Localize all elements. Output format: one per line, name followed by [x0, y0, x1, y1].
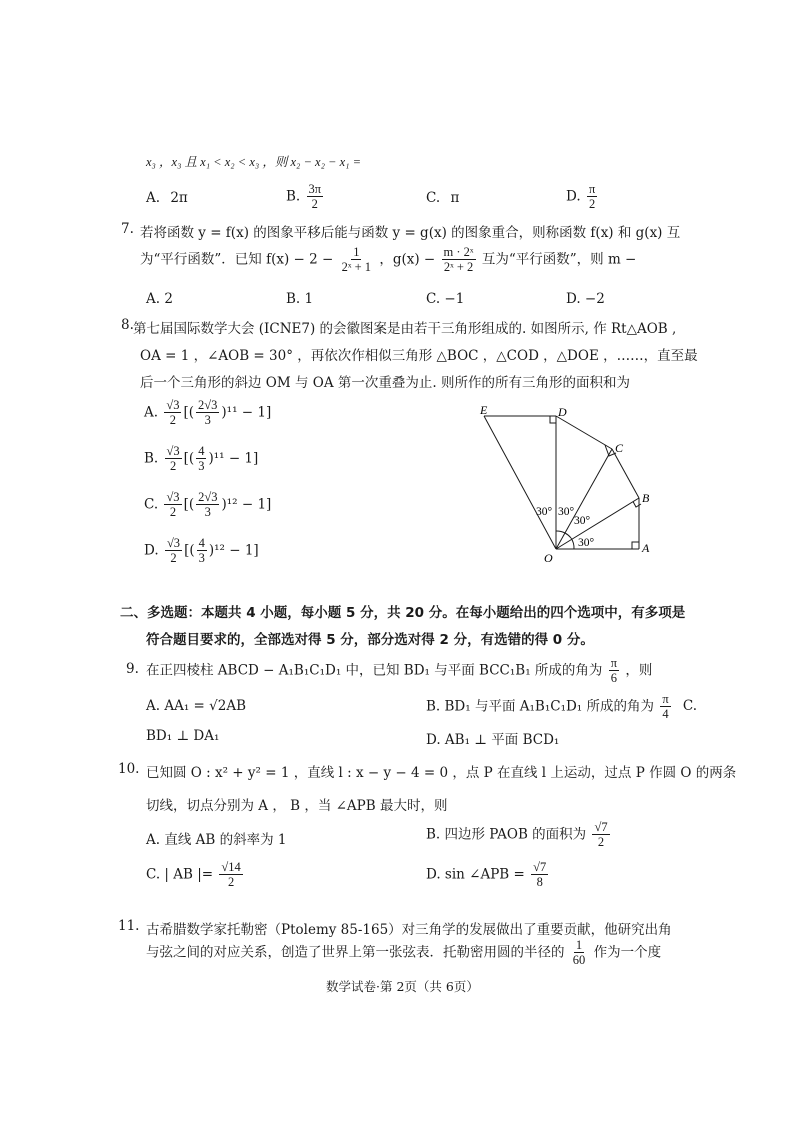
q7-option-c: C. −1 [426, 291, 465, 307]
segment-cd [556, 416, 612, 449]
q6-option-d [566, 182, 599, 212]
q10-option-c [146, 860, 245, 890]
fraction-denominator: 2 [170, 551, 177, 566]
q8-figure [470, 402, 690, 567]
q10-option-b-fraction [592, 820, 609, 850]
option-fraction [165, 536, 182, 566]
q11-fraction [571, 938, 588, 968]
fraction-denominator: 6 [610, 671, 617, 686]
option-label: D. [566, 188, 581, 205]
q8-option-d [144, 536, 259, 566]
fraction-denominator: 2ˣ + 2 [443, 260, 474, 275]
q7-line2 [140, 245, 636, 275]
fraction-numerator: 4 [198, 444, 205, 458]
q8-line2: OA = 1 ，∠AOB = 30° ，再依次作相似三角形 △BOC ，△COD ，△DOE ，……，直至最 [140, 348, 698, 364]
fraction-numerator: √7 [533, 860, 547, 874]
option-tail: )¹² − 1] [208, 542, 259, 559]
segment-oc [556, 449, 612, 549]
q8-line3: 后一个三角形的斜边 OM 与 OA 第一次重叠为止. 则所作的所有三角形的面积和为 [140, 375, 630, 391]
q11-number: 11. [118, 918, 140, 934]
fraction-numerator: √3 [166, 444, 180, 458]
fraction-denominator: 3 [198, 459, 205, 474]
right-angle-d [550, 416, 556, 423]
q10-option-c-text: C. | AB |= [146, 866, 214, 883]
q10-number: 10. [118, 761, 140, 777]
segment-bc [612, 449, 639, 498]
option-expr: [( [183, 404, 195, 421]
fraction-denominator: 3 [198, 551, 205, 566]
fraction-numerator: 1 [353, 245, 360, 259]
section2-heading-line2: 符合题目要求的，全部选对得 5 分，部分选对得 2 分，有选错的得 0 分。 [146, 632, 594, 648]
fraction-numerator: 2√3 [198, 490, 218, 504]
q9-option-a: A. AA₁ = √2AB [146, 698, 246, 714]
label-o: O [544, 551, 553, 565]
option-expr: [( [183, 450, 195, 467]
fraction-denominator: 2 [169, 505, 177, 520]
label-b: B [642, 491, 650, 505]
q7-fraction-2 [442, 245, 476, 275]
q8-option-c [144, 490, 271, 520]
q9-text-a: 在正四棱柱 ABCD − A₁B₁C₁D₁ 中，已知 BD₁ 与平面 BCC₁B₁ 所成的角为 [146, 662, 603, 679]
option-label: B. [144, 450, 159, 467]
q6-tail: x₃ ，x₃ 且 x₁ < x₂ < x₃ ，则 x₂ − x₂ − x₁ = [146, 155, 362, 169]
section2-heading-line1: 二、多选题：本题共 4 小题，每小题 5 分，共 20 分。在每小题给出的四个选项中，有多项是 [120, 605, 686, 621]
fraction-numerator: √3 [166, 398, 180, 412]
fraction-numerator: π [588, 182, 596, 196]
label-c: C [615, 441, 624, 455]
q9-option-b [426, 692, 697, 722]
option-value: 2π [170, 190, 188, 206]
option-fraction [164, 490, 181, 520]
fraction-numerator: 1 [575, 938, 583, 952]
segment-oe [484, 416, 556, 549]
fraction-denominator: 2 [227, 875, 235, 890]
q10-option-a: A. 直线 AB 的斜率为 1 [146, 832, 287, 848]
q6-option-c [426, 190, 459, 206]
q9-option-c-label: C. [682, 698, 698, 715]
q6-option-a [146, 190, 188, 206]
fraction-numerator: √14 [221, 860, 241, 874]
option-inner-fraction [196, 490, 219, 520]
fraction-denominator: 2 [169, 413, 177, 428]
fraction-denominator: 60 [572, 953, 586, 968]
q9-option-b-fraction [660, 692, 670, 722]
right-angle-a [632, 542, 639, 549]
q8-number: 8. [121, 317, 134, 333]
q7-text-c: 互为“平行函数”，则 m − [481, 251, 637, 268]
fraction-numerator: π [610, 656, 618, 670]
label-e: E [480, 403, 488, 417]
option-expr: [( [183, 496, 195, 513]
q9-option-c-body: BD₁ ⊥ DA₁ [146, 728, 220, 744]
option-inner-fraction [196, 444, 206, 474]
fraction-numerator: m · 2ˣ [443, 245, 474, 259]
q10-option-b-text: B. 四边形 PAOB 的面积为 [426, 826, 587, 843]
fraction-denominator: 3 [204, 413, 211, 428]
fraction-numerator: √3 [166, 490, 180, 504]
option-label: C. [426, 190, 441, 206]
q7-fraction-1 [340, 245, 373, 275]
option-tail: )¹¹ − 1] [221, 404, 272, 421]
fraction-denominator: 2ˣ + 1 [341, 260, 372, 275]
q8-line1: 第七届国际数学大会 (ICNE7) 的会徽图案是由若干三角形组成的. 如图所示, 作 Rt△AOB , [133, 321, 677, 337]
q11-text-a: 与弦之间的对应关系，创造了世界上第一张弦表．托勒密用圆的半径的 [146, 944, 565, 961]
option-inner-fraction [196, 398, 219, 428]
q6-option-b [286, 182, 325, 212]
q10-option-d-fraction [531, 860, 548, 890]
q7-text-b: ，g(x) − [379, 251, 436, 268]
q7-text-a: 为“平行函数”．已知 f(x) − 2 − [140, 251, 334, 268]
option-label: A. [144, 404, 159, 421]
fraction-numerator: 2√3 [198, 398, 218, 412]
q10-option-c-fraction [219, 860, 242, 890]
fraction-denominator: 2 [169, 459, 177, 474]
label-d: D [558, 405, 567, 419]
q10-option-b [426, 820, 612, 850]
option-label: B. [286, 188, 301, 205]
q10-line2: 切线，切点分别为 A ， B ，当 ∠APB 最大时，则 [146, 798, 448, 814]
option-fraction [165, 444, 182, 474]
q9-fraction [609, 656, 619, 686]
q7-number: 7. [121, 221, 134, 237]
option-expr: [( [184, 542, 195, 559]
q10-option-d [426, 860, 550, 890]
fraction-denominator: 3 [204, 505, 211, 520]
right-angle-b [633, 502, 641, 508]
fraction-numerator: 3π [308, 182, 322, 196]
option-fraction [587, 182, 597, 212]
q8-option-b [144, 444, 258, 474]
option-tail: )¹¹ − 1] [208, 450, 259, 467]
option-value: π [450, 190, 460, 206]
fraction-denominator: 2 [588, 197, 596, 212]
option-tail: )¹² − 1] [221, 496, 272, 513]
angle-label-cod: 30° [558, 506, 575, 518]
option-fraction [164, 398, 181, 428]
q9-number: 9. [126, 661, 139, 677]
angle-label-boc: 30° [574, 515, 591, 527]
q10-line1: 已知圆 O : x² + y² = 1 ，直线 l : x − y − 4 = 0 ，点 P 在直线 l 上运动，过点 P 作圆 O 的两条 [146, 765, 737, 781]
fraction-numerator: √3 [166, 536, 181, 550]
page-footer: 数学试卷·第 2页（共 6页） [326, 979, 479, 994]
fraction-numerator: 4 [198, 536, 205, 550]
fraction-denominator: 2 [597, 835, 605, 850]
q7-option-a: A. 2 [146, 291, 173, 307]
option-inner-fraction [197, 536, 207, 566]
angle-label-aob: 30° [578, 537, 595, 549]
q9-option-d: D. AB₁ ⊥ 平面 BCD₁ [426, 732, 560, 748]
q7-option-d: D. −2 [566, 291, 605, 307]
option-fraction [307, 182, 324, 212]
angle-label-doe-left: 30° [536, 506, 553, 518]
q9-stem [146, 656, 652, 686]
fraction-denominator: 2 [311, 197, 318, 212]
q7-line1: 若将函数 y = f(x) 的图象平移后能与函数 y = g(x) 的图象重合，则称函数 f(x) 和 g(x) 互 [140, 225, 681, 241]
option-label: C. [144, 496, 159, 513]
fraction-denominator: 4 [662, 707, 669, 722]
option-label: A. [146, 190, 161, 206]
q8-option-a [144, 398, 271, 428]
fraction-numerator: π [662, 692, 669, 706]
angle-arc-3 [556, 531, 565, 533]
option-label: D. [144, 542, 159, 559]
angle-arc-2 [565, 533, 571, 538]
q11-text-b: 作为一个度 [593, 944, 662, 961]
angle-arc-1 [571, 538, 574, 549]
q10-option-d-text: D. sin ∠APB = [426, 866, 525, 883]
label-a: A [642, 541, 650, 555]
q9-option-b-text: B. BD₁ 与平面 A₁B₁C₁D₁ 所成的角为 [426, 698, 655, 715]
q7-option-b: B. 1 [286, 291, 314, 307]
q9-text-b: ，则 [625, 662, 653, 679]
q11-line1: 古希腊数学家托勒密（Ptolemy 85-165）对三角学的发展做出了重要贡献，他研究出角 [146, 922, 672, 938]
fraction-denominator: 8 [536, 875, 543, 890]
q11-line2 [146, 938, 661, 968]
fraction-numerator: √7 [594, 820, 608, 834]
